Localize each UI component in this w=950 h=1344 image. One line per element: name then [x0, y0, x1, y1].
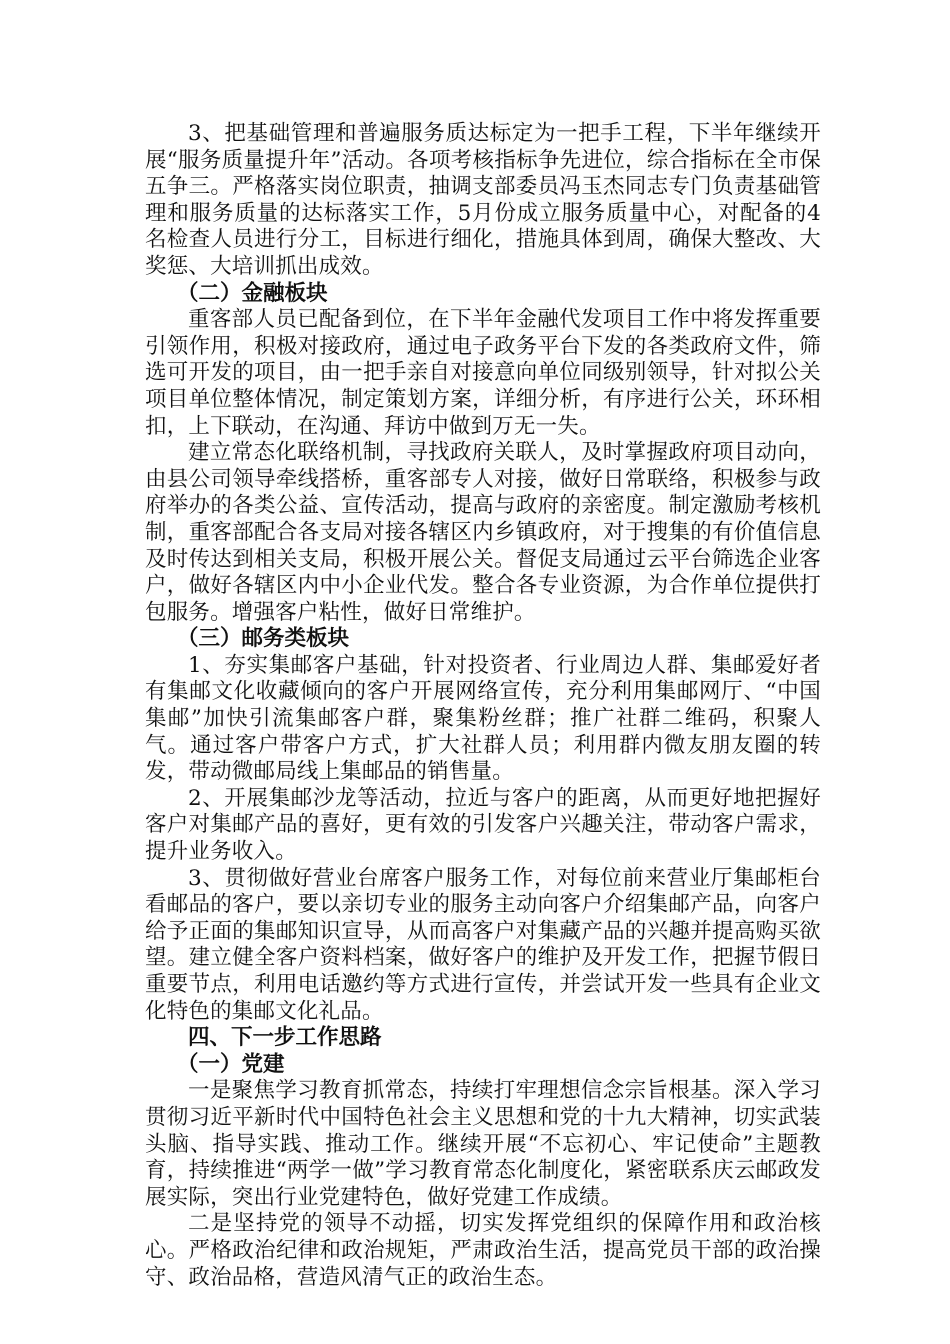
paragraph-postal-2: 2、开展集邮沙龙等活动，拉近与客户的距离，从而更好地把握好客户对集邮产品的喜好，更有效的引发客户兴趣关注，带动客户需求，提升业务收入。 [145, 785, 821, 865]
paragraph-finance-1: 重客部人员已配备到位，在下半年金融代发项目工作中将发挥重要引领作用，积极对接政府，通过电子政务平台下发的各类政府文件，筛选可开发的项目，由一把手亲自对接意向单位同级别领导，针对拟公关项目单位整体情况，制定策划方案，详细分析，有序进行公关，环环相扣，上下联动，在沟通、拜访中做到万无一失。 [145, 307, 821, 439]
paragraph-finance-2: 建立常态化联络机制，寻找政府关联人，及时掌握政府项目动向，由县公司领导牵线搭桥，重客部专人对接，做好日常联络，积极参与政府举办的各类公益、宣传活动，提高与政府的亲密度。制定激励考核机制，重客部配合各支局对接各辖区内乡镇政府，对于搜集的有价值信息及时传达到相关支局，积极开展公关。督促支局通过云平台筛选企业客户，做好各辖区内中小企业代发。整合各专业资源，为合作单位提供打包服务。增强客户粘性，做好日常维护。 [145, 440, 821, 625]
heading-finance: （二）金融板块 [177, 280, 328, 306]
paragraph-postal-3: 3、贯彻做好营业台席客户服务工作，对每位前来营业厅集邮柜台看邮品的客户，要以亲切专业的服务主动向客户介绍集邮产品，向客户给予正面的集邮知识宣导，从而高客户对集藏产品的兴趣并提高购买欲望。建立健全客户资料档案，做好客户的维护及开发工作，把握节假日重要节点，利用电话邀约等方式进行宣传，并尝试开发一些具有企业文化特色的集邮文化礼品。 [145, 865, 821, 1024]
paragraph-quality: 3、把基础管理和普遍服务质达标定为一把手工程，下半年继续开展“服务质量提升年”活动。各项考核指标争先进位，综合指标在全市保五争三。严格落实岗位职责，抽调支部委员冯玉杰同志专门负责基础管理和服务质量的达标落实工作，5月份成立服务质量中心，对配备的4名检查人员进行分工，目标进行细化，措施具体到周，确保大整改、大奖惩、大培训抓出成效。 [145, 121, 821, 279]
document-body [145, 121, 821, 1291]
heading-postal: （三）邮务类板块 [177, 626, 350, 652]
heading-next-steps: 四、下一步工作思路 [188, 1025, 382, 1051]
paragraph-party-2: 二是坚持党的领导不动摇，切实发挥党组织的保障作用和政治核心。严格政治纪律和政治规矩，严肃政治生活，提高党员干部的政治操守、政治品格，营造风清气正的政治生态。 [145, 1211, 821, 1290]
paragraph-postal-1: 1、夯实集邮客户基础，针对投资者、行业周边人群、集邮爱好者有集邮文化收藏倾向的客户开展网络宣传，充分利用集邮网厅、“中国集邮”加快引流集邮客户群，聚集粉丝群；推广社群二维码，积聚人气。通过客户带客户方式，扩大社群人员；利用群内微友朋友圈的转发，带动微邮局线上集邮品的销售量。 [145, 652, 821, 785]
paragraph-party-1: 一是聚焦学习教育抓常态，持续打牢理想信念宗旨根基。深入学习贯彻习近平新时代中国特色社会主义思想和党的十九大精神，切实武装头脑、指导实践、推动工作。继续开展“不忘初心、牢记使命”主题教育，持续推进“两学一做”学习教育常态化制度化，紧密联系庆云邮政发展实际，突出行业党建特色，做好党建工作成绩。 [145, 1078, 821, 1210]
heading-party: （一）党建 [177, 1051, 285, 1077]
